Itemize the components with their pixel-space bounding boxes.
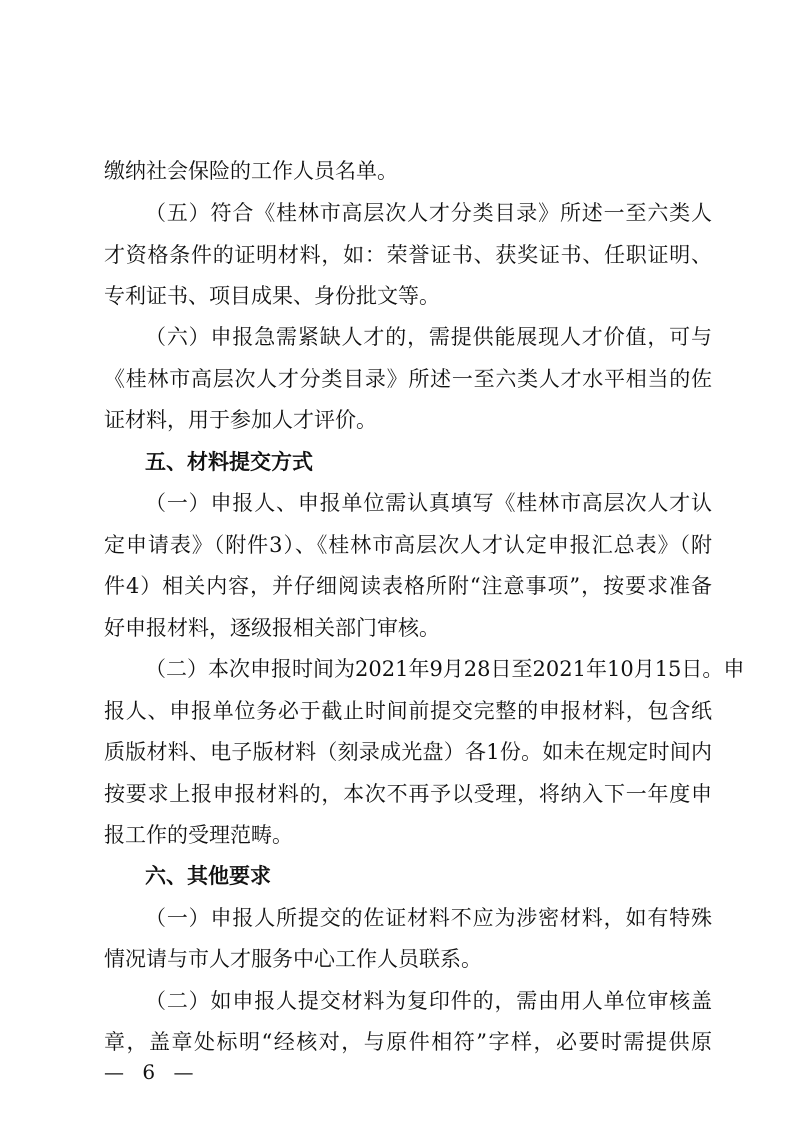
paragraph-line: 质版材料、电子版材料（刻录成光盘）各1份。如未在规定时间内 bbox=[104, 740, 712, 764]
paragraph-line: （一）申报人、申报单位需认真填写《桂林市高层次人才认 bbox=[145, 491, 712, 515]
paragraph-line: 件4）相关内容，并仔细阅读表格所附“注意事项”，按要求准备 bbox=[104, 574, 712, 598]
paragraph-line: 章，盖章处标明“经核对，与原件相符”字样，必要时需提供原 bbox=[104, 1030, 712, 1054]
paragraph-line: 报人、申报单位务必于截止时间前提交完整的申报材料，包含纸 bbox=[104, 699, 712, 723]
paragraph-line: 情况请与市人才服务中心工作人员联系。 bbox=[104, 947, 482, 971]
paragraph-line: 报工作的受理范畴。 bbox=[104, 823, 293, 847]
paragraph-line: 证材料，用于参加人才评价。 bbox=[104, 408, 377, 432]
paragraph-line: （二）如申报人提交材料为复印件的，需由用人单位审核盖 bbox=[145, 989, 712, 1013]
section-heading: 六、其他要求 bbox=[145, 864, 271, 888]
page-number: — 6 — bbox=[104, 1060, 200, 1084]
paragraph-line: （一）申报人所提交的佐证材料不应为涉密材料，如有特殊 bbox=[145, 906, 712, 930]
paragraph-line: 专利证书、项目成果、身份批文等。 bbox=[104, 284, 440, 308]
paragraph-line: 好申报材料，逐级报相关部门审核。 bbox=[104, 616, 440, 640]
paragraph-line: （六）申报急需紧缺人才的，需提供能展现人才价值，可与 bbox=[145, 325, 712, 349]
paragraph-line: （二）本次申报时间为2021年9月28日至2021年10月15日。申 bbox=[145, 657, 745, 681]
paragraph-line: 按要求上报申报材料的，本次不再予以受理，将纳入下一年度申 bbox=[104, 782, 712, 806]
paragraph-line: 才资格条件的证明材料，如：荣誉证书、获奖证书、任职证明、 bbox=[104, 243, 712, 267]
paragraph-line: （五）符合《桂林市高层次人才分类目录》所述一至六类人 bbox=[145, 201, 712, 225]
section-heading: 五、材料提交方式 bbox=[145, 450, 313, 474]
paragraph-line: 《桂林市高层次人才分类目录》所述一至六类人才水平相当的佐 bbox=[104, 367, 712, 391]
paragraph-line: 缴纳社会保险的工作人员名单。 bbox=[104, 159, 398, 183]
paragraph-line: 定申请表》（附件3）、《桂林市高层次人才认定申报汇总表》（附 bbox=[104, 533, 712, 557]
